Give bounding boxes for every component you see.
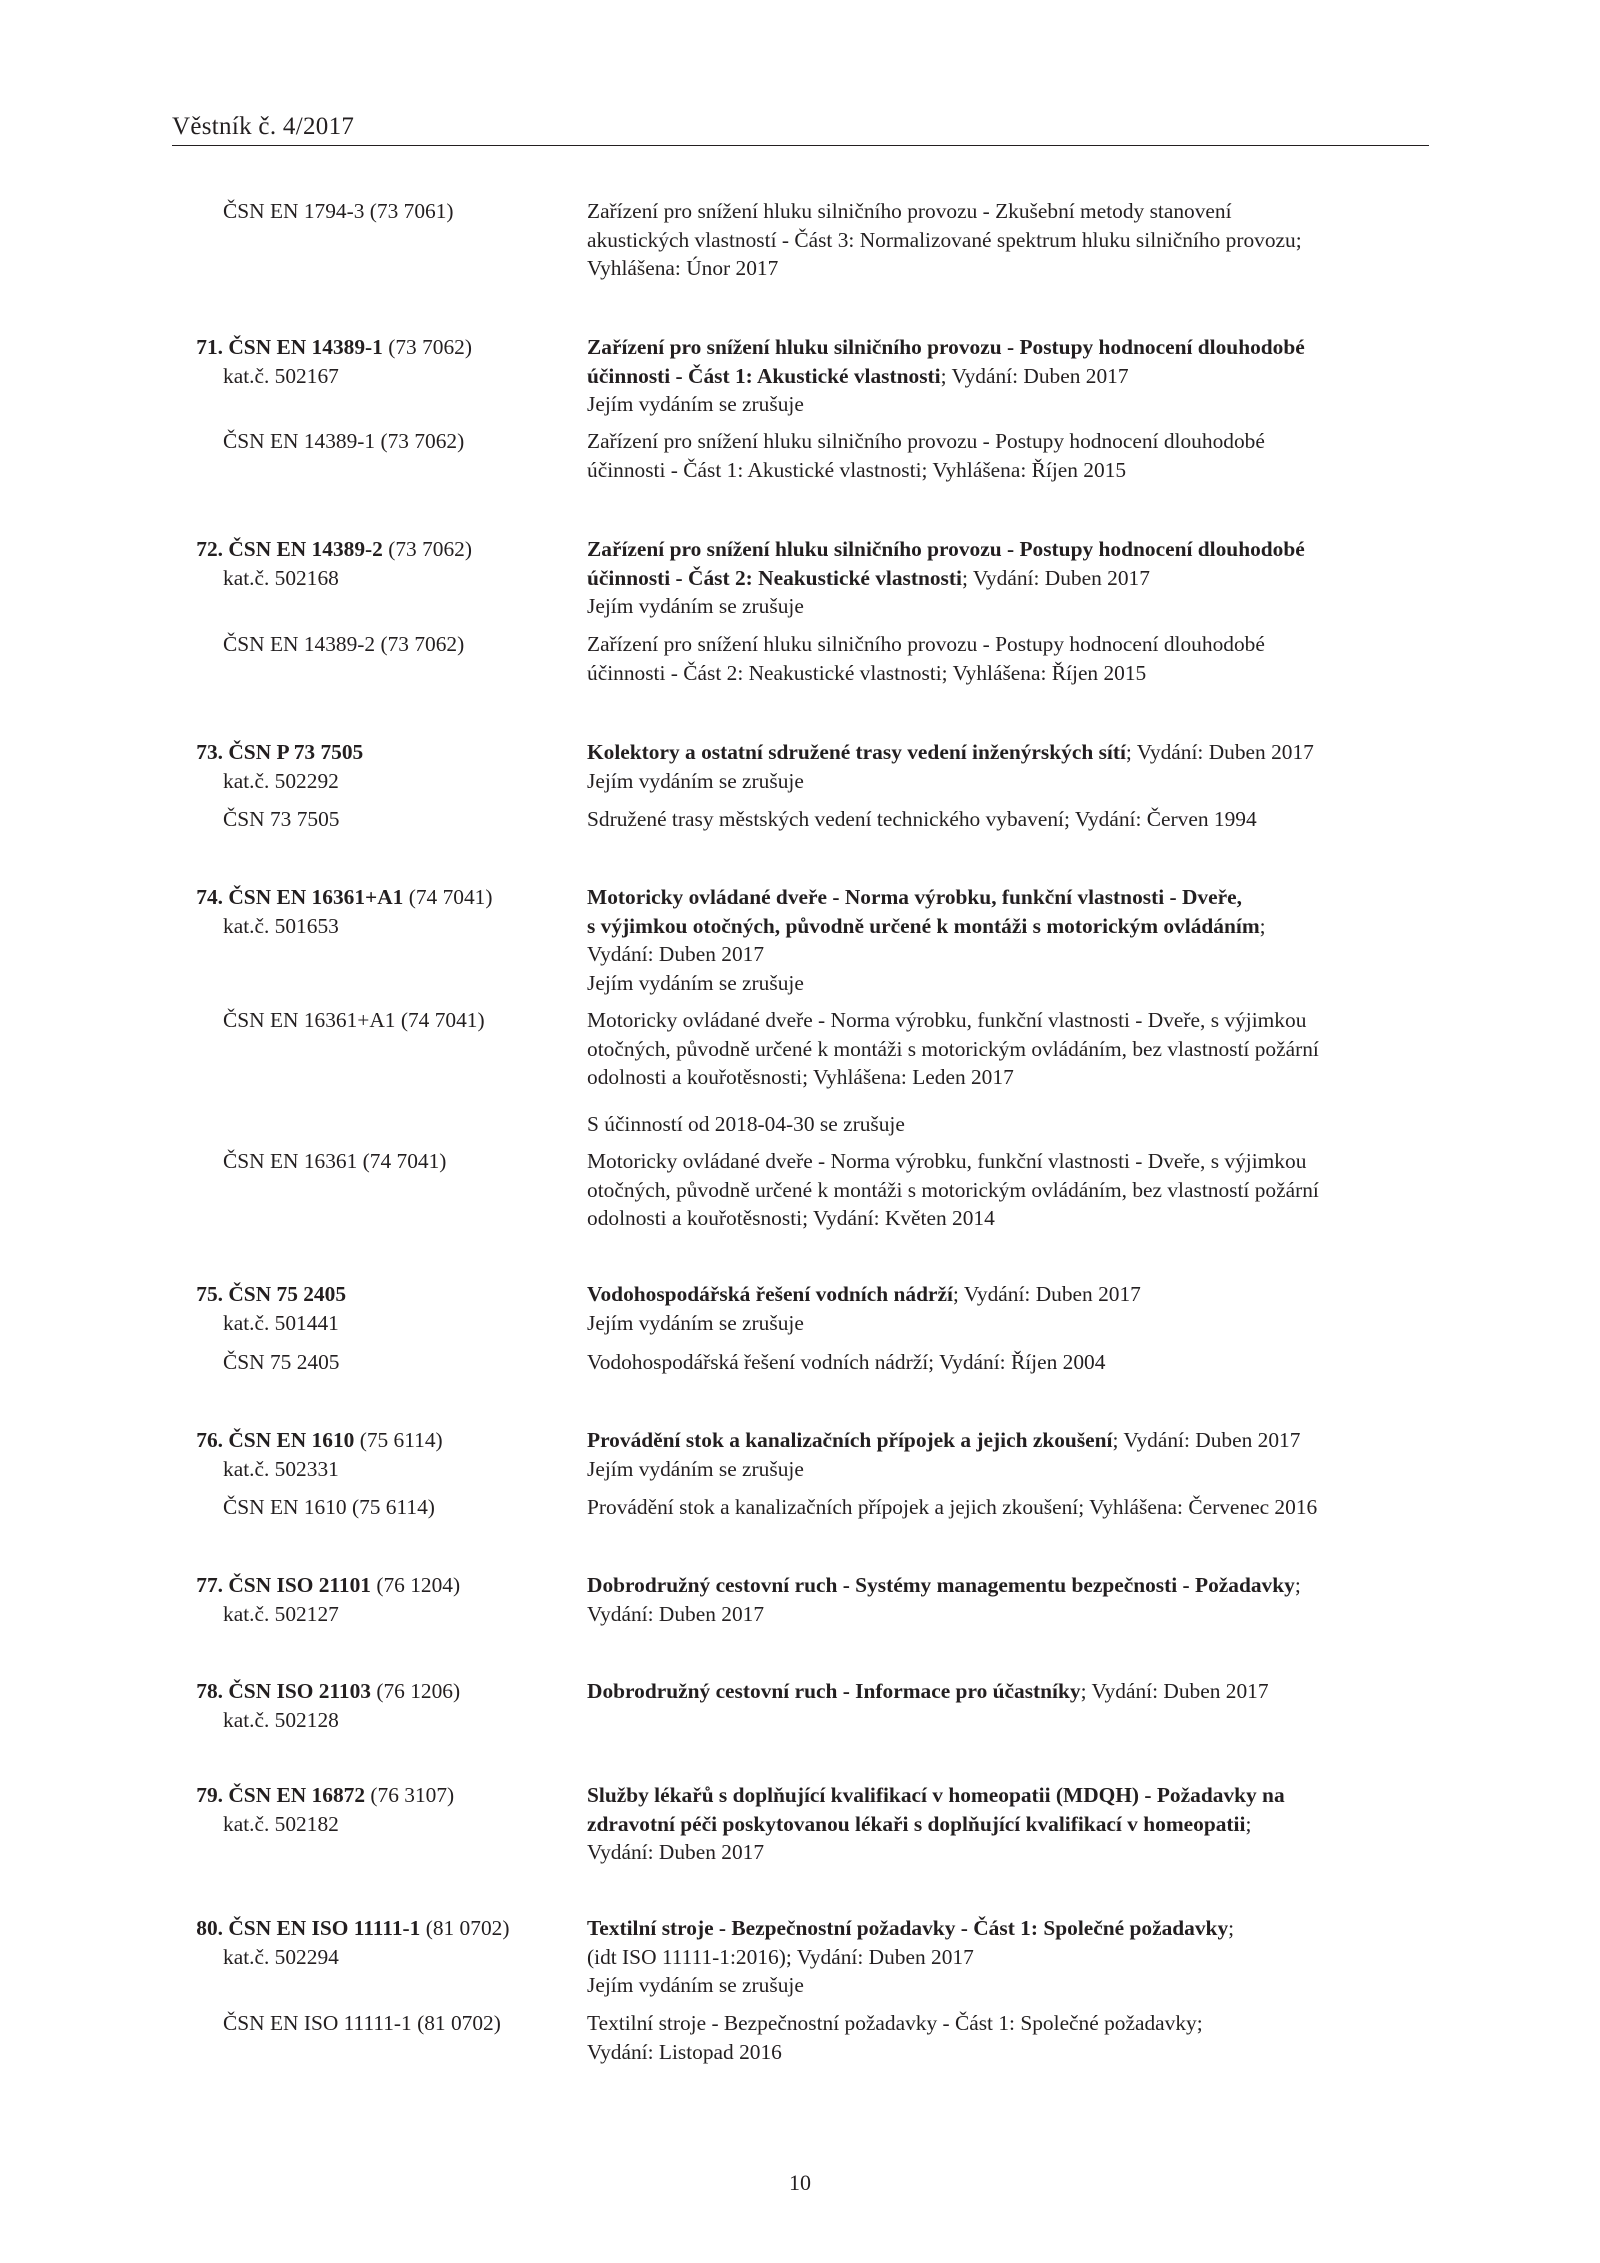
classification-code: (74 7041): [403, 885, 493, 909]
entry-number: 73.: [196, 740, 223, 764]
standard-title-line: Vodohospodářská řešení vodních nádrží: [587, 1282, 953, 1306]
standard-code: ČSN EN 16872: [228, 1783, 366, 1807]
entry-number: 76.: [196, 1428, 223, 1452]
catalog-number: kat.č. 501653: [223, 913, 339, 938]
catalog-number: kat.č. 502292: [223, 768, 339, 793]
standard-code: ČSN ISO 21103: [228, 1679, 372, 1703]
old-standard-text-line: Sdružené trasy městských vedení technického vybavení; Vydání: Červen 1994: [587, 807, 1257, 831]
old-standard-text-line: Vydání: Listopad 2016: [587, 2039, 782, 2064]
old-standard-text-line: odolnosti a kouřotěsnosti; Vyhlášena: Leden 2017: [587, 1065, 1014, 1089]
standard-code: ČSN EN 16361+A1: [228, 885, 404, 909]
catalog-number: kat.č. 502331: [223, 1456, 339, 1481]
effective-date-note: S účinností od 2018-04-30 se zrušuje: [587, 1112, 905, 1136]
standard-title-line: s výjimkou otočných, původně určené k montáži s motorickým ovládáním: [587, 913, 1260, 938]
classification-code: (81 0702): [420, 1916, 510, 1940]
old-standard-text-line: Motoricky ovládané dveře - Norma výrobku, funkční vlastnosti - Dveře, s výjimkou: [587, 1008, 1307, 1032]
standard-title-line: Dobrodružný cestovní ruch - Informace pro účastníky: [587, 1679, 1081, 1703]
issue-info: ;: [1259, 913, 1266, 938]
old-standard-text-line: Provádění stok a kanalizačních přípojek a jejich zkoušení; Vyhlášena: Červenec 2016: [587, 1495, 1318, 1519]
catalog-number: kat.č. 502128: [223, 1707, 339, 1732]
standard-title-line: Zařízení pro snížení hluku silničního provozu - Postupy hodnocení dlouhodobé: [587, 537, 1305, 561]
classification-code: (76 3107): [365, 1783, 455, 1807]
catalog-number: kat.č. 502182: [223, 1811, 339, 1836]
standard-title-line: Dobrodružný cestovní ruch - Systémy managementu bezpečnosti - Požadavky: [587, 1573, 1295, 1597]
classification-code: (76 1206): [371, 1679, 461, 1703]
standard-code: ČSN EN 14389-1: [228, 335, 383, 359]
standard-code: ČSN P 73 7505: [228, 740, 364, 764]
header-divider: [172, 145, 1429, 146]
issue-info: ; Vydání: Duben 2017: [1080, 1679, 1269, 1703]
standard-code: ČSN EN 1610: [228, 1428, 355, 1452]
issue-info: ; Vydání: Duben 2017: [1112, 1428, 1301, 1452]
standard-code: ČSN EN 14389-2: [228, 537, 383, 561]
standard-title-line: Provádění stok a kanalizačních přípojek a jejich zkoušení: [587, 1428, 1113, 1452]
replaces-note: Jejím vydáním se zrušuje: [587, 970, 804, 995]
catalog-number: kat.č. 502294: [223, 1944, 339, 1969]
standard-title-line: Služby lékařů s doplňující kvalifikací v homeopatii (MDQH) - Požadavky na: [587, 1783, 1285, 1807]
old-standard-code: ČSN 75 2405: [223, 1350, 340, 1374]
issue-info: (idt ISO 11111-1:2016); Vydání: Duben 2017: [587, 1944, 974, 1969]
entry-number: 80.: [196, 1916, 223, 1940]
old-standard-text-line: účinnosti - Část 2: Neakustické vlastnosti; Vyhlášena: Říjen 2015: [587, 660, 1147, 685]
replaces-note: Jejím vydáním se zrušuje: [587, 768, 804, 793]
old-standard-text-line: Zařízení pro snížení hluku silničního provozu - Zkušební metody stanovení: [587, 199, 1232, 223]
standard-title-line: účinnosti - Část 2: Neakustické vlastnosti: [587, 565, 962, 590]
standard-code: ČSN 75 2405: [228, 1282, 347, 1306]
old-standard-code: ČSN EN 16361+A1 (74 7041): [223, 1008, 485, 1032]
entry-number: 71.: [196, 335, 223, 359]
entry-number: 75.: [196, 1282, 223, 1306]
old-standard-code: ČSN EN 16361 (74 7041): [223, 1149, 447, 1173]
issue-info: ; Vydání: Duben 2017: [961, 565, 1150, 590]
old-standard-code: ČSN EN 14389-1 (73 7062): [223, 429, 465, 453]
classification-code: (73 7062): [382, 335, 472, 359]
classification-code: (73 7062): [382, 537, 472, 561]
old-standard-text-line: odolnosti a kouřotěsnosti; Vydání: Květen 2014: [587, 1206, 995, 1230]
issue-info: ;: [1228, 1916, 1235, 1940]
entry-number: 74.: [196, 885, 223, 909]
old-standard-text-line: otočných, původně určené k montáži s motorickým ovládáním, bez vlastností požární: [587, 1177, 1319, 1202]
issue-info: ;: [1245, 1811, 1252, 1836]
standard-code: ČSN ISO 21101: [228, 1573, 372, 1597]
old-standard-code: ČSN EN 1610 (75 6114): [223, 1495, 435, 1519]
old-standard-text-line: Zařízení pro snížení hluku silničního provozu - Postupy hodnocení dlouhodobé: [587, 632, 1265, 656]
old-standard-text-line: Zařízení pro snížení hluku silničního provozu - Postupy hodnocení dlouhodobé: [587, 429, 1265, 453]
replaces-note: Jejím vydáním se zrušuje: [587, 1310, 804, 1335]
classification-code: (76 1204): [371, 1573, 461, 1597]
old-standard-code: ČSN EN ISO 11111-1 (81 0702): [223, 2011, 501, 2035]
old-standard-code: ČSN EN 14389-2 (73 7062): [223, 632, 465, 656]
standard-title-line: Textilní stroje - Bezpečnostní požadavky - Část 1: Společné požadavky: [587, 1916, 1229, 1940]
replaces-note: Jejím vydáním se zrušuje: [587, 594, 804, 618]
issue-info: ; Vydání: Duben 2017: [940, 363, 1129, 388]
standard-code: ČSN EN ISO 11111-1: [228, 1916, 421, 1940]
old-standard-text-line: otočných, původně určené k montáži s motorickým ovládáním, bez vlastností požární: [587, 1036, 1319, 1061]
replaces-note: Jejím vydáním se zrušuje: [587, 1973, 804, 1997]
issue-info: Vydání: Duben 2017: [587, 1840, 765, 1864]
issue-info: ; Vydání: Duben 2017: [952, 1282, 1141, 1306]
old-standard-code: ČSN EN 1794-3 (73 7061): [223, 199, 454, 223]
old-standard-text-line: Vyhlášena: Únor 2017: [587, 256, 779, 280]
issue-info: Vydání: Duben 2017: [587, 1601, 765, 1626]
old-standard-text-line: Vodohospodářská řešení vodních nádrží; Vydání: Říjen 2004: [587, 1350, 1106, 1374]
replaces-note: Jejím vydáním se zrušuje: [587, 392, 804, 416]
entry-number: 77.: [196, 1573, 223, 1597]
catalog-number: kat.č. 502168: [223, 565, 339, 590]
standard-title-line: Zařízení pro snížení hluku silničního provozu - Postupy hodnocení dlouhodobé: [587, 335, 1305, 359]
catalog-number: kat.č. 501441: [223, 1310, 339, 1335]
old-standard-text-line: Textilní stroje - Bezpečnostní požadavky - Část 1: Společné požadavky;: [587, 2011, 1203, 2035]
old-standard-code: ČSN 73 7505: [223, 807, 340, 831]
standard-title-line: Motoricky ovládané dveře - Norma výrobku, funkční vlastnosti - Dveře,: [587, 885, 1242, 909]
journal-title: Věstník č. 4/2017: [172, 113, 355, 140]
catalog-number: kat.č. 502127: [223, 1601, 339, 1626]
entry-number: 72.: [196, 537, 223, 561]
entry-number: 78.: [196, 1679, 223, 1703]
catalog-number: kat.č. 502167: [223, 363, 339, 388]
replaces-note: Jejím vydáním se zrušuje: [587, 1456, 804, 1481]
issue-info: Vydání: Duben 2017: [587, 942, 765, 966]
standard-title-line: Kolektory a ostatní sdružené trasy vedení inženýrských sítí: [587, 740, 1126, 764]
classification-code: (75 6114): [354, 1428, 443, 1452]
entry-number: 79.: [196, 1783, 223, 1807]
old-standard-text-line: účinnosti - Část 1: Akustické vlastnosti; Vyhlášena: Říjen 2015: [587, 457, 1127, 482]
issue-info: ;: [1294, 1573, 1301, 1597]
standard-title-line: účinnosti - Část 1: Akustické vlastnosti: [587, 363, 941, 388]
page-number: 10: [789, 2170, 811, 2195]
old-standard-text-line: akustických vlastností - Část 3: Normalizované spektrum hluku silničního provozu;: [587, 227, 1302, 252]
issue-info: ; Vydání: Duben 2017: [1125, 740, 1314, 764]
standard-title-line: zdravotní péči poskytovanou lékaři s doplňující kvalifikací v homeopatii: [587, 1811, 1246, 1836]
old-standard-text-line: Motoricky ovládané dveře - Norma výrobku, funkční vlastnosti - Dveře, s výjimkou: [587, 1149, 1307, 1173]
